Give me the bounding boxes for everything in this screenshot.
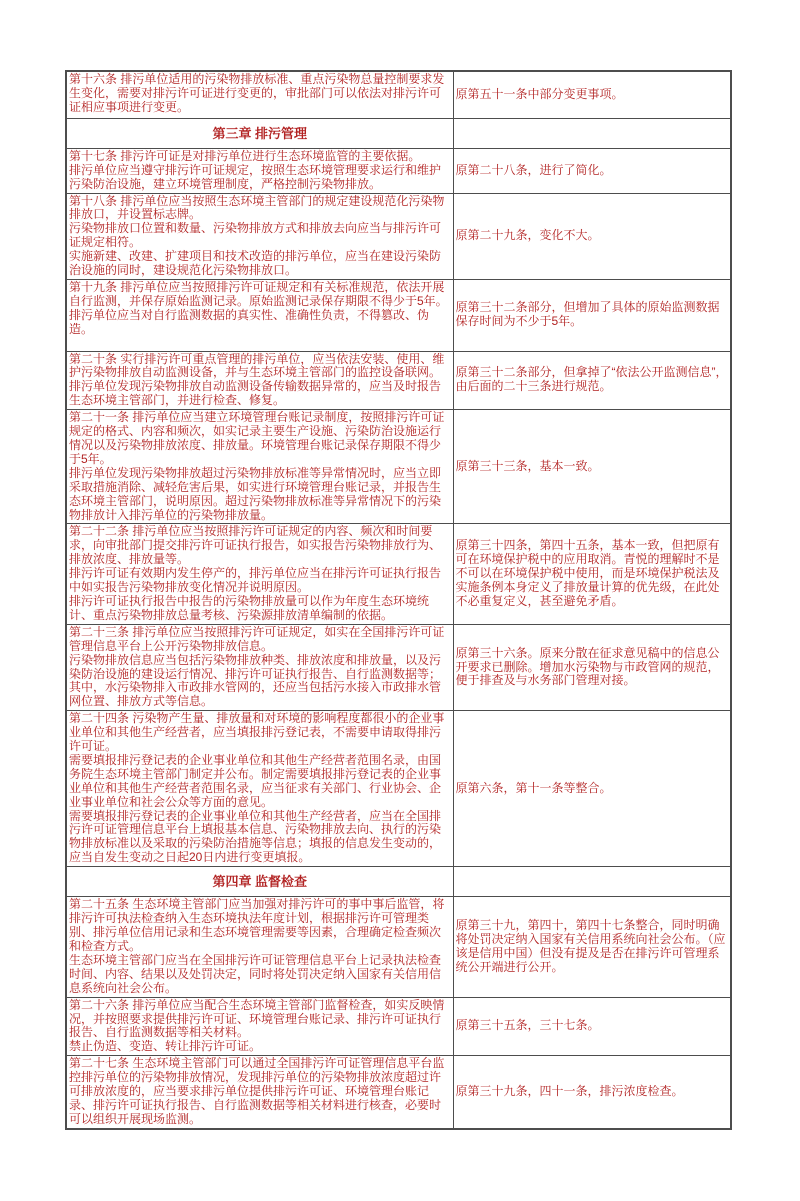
comment-text: 原第三十五条，三十七条。 (455, 1018, 600, 1033)
comment-cell (453, 351, 731, 410)
comment-cell-empty (453, 867, 731, 897)
article-paragraph: 第二十七条 生态环境主管部门可以通过全国排污许可证管理信息平台监控排污单位的污染物排放情况，发现排污单位的污染物排放浓度超过许可排放浓度的，应当要求排污单位提供排污许可证、环境管理台账记录、排污许可证执行报告、自行监测数据等相关材料进行核查，必要时可以组织开展现场监测。 (69, 1056, 445, 1126)
article-paragraph: 第十六条 排污单位适用的污染物排放标准、重点污染物总量控制要求发生变化，需要对排污许可证进行变更的，审批部门可以依法对排污许可证相应事项进行变更。 (69, 72, 445, 114)
table-row (66, 711, 731, 867)
article-text-cell (66, 997, 453, 1056)
table-row (66, 524, 731, 624)
comparison-table (65, 70, 732, 1130)
table-row (66, 193, 731, 279)
table-row (66, 1056, 731, 1129)
comment-text: 原第三十三条，基本一致。 (455, 458, 600, 473)
article-paragraph: 排污单位应当遵守排污许可证规定，按照生态环境管理要求运行和维护污染防治设施，建立环境管理制度，严格控制污染物排放。 (69, 162, 442, 191)
article-paragraph: 第二十二条 排污单位应当按照排污许可证规定的内容、频次和时间要求，向审批部门提交排污许可证执行报告，如实报告污染物排放行为、排放浓度、排放量等。 (69, 524, 442, 567)
table-row (66, 71, 731, 118)
article-paragraph: 污染物排放信息应当包括污染物排放种类、排放浓度和排放量，以及污染防治设施的建设运行情况、排污许可证执行报告、自行监测数据等；其中，水污染物排入市政排水管网的，还应当包括污水接入市政排水管网位置、排放方式等信息。 (69, 652, 442, 709)
article-paragraph: 第十七条 排污许可证是对排污单位进行生态环境监管的主要依据。 (69, 148, 421, 163)
comment-cell (453, 897, 731, 997)
article-paragraph: 第十八条 排污单位应当按照生态环境主管部门的规定建设规范化污染物排放口，并设置标志牌。 (69, 193, 445, 222)
comment-cell (453, 524, 731, 624)
article-paragraph: 排污许可证执行报告中报告的污染物排放量可以作为年度生态环境统计、重点污染物排放总量考核、污染源排放清单编制的依据。 (69, 593, 430, 622)
comment-text: 原第五十一条中部分变更事项。 (455, 86, 624, 101)
article-text-cell (66, 897, 453, 997)
table-row (66, 997, 731, 1056)
article-text-cell (66, 148, 453, 193)
article-paragraph: 禁止伪造、变造、转让排污许可证。 (69, 1039, 262, 1054)
table-row-chapter (66, 867, 731, 897)
comment-cell (453, 193, 731, 279)
comment-text: 原第三十二条部分，但拿掉了“依法公开监测信息”，由后面的二十三条进行规范。 (455, 365, 728, 394)
comment-text: 原第六条，第十一条等整合。 (455, 780, 612, 795)
article-text-cell (66, 351, 453, 410)
article-text-cell (66, 193, 453, 279)
article-paragraph: 生态环境主管部门应当在全国排污许可证管理信息平台上记录执法检查时间、内容、结果以及处罚决定，同时将处罚决定纳入国家有关信用信息系统向社会公布。 (69, 952, 442, 995)
table-row (66, 624, 731, 710)
article-text-cell (66, 711, 453, 867)
article-paragraph: 排污单位发现污染物排放超过污染物排放标准等异常情况时，应当立即采取措施消除、减轻危害后果，如实进行环境管理台账记录，并报告生态环境主管部门，说明原因。超过污染物排放标准等异常情况下的污染物排放计入排污单位的污染物排放量。 (69, 465, 442, 522)
article-text-cell (66, 1056, 453, 1129)
article-paragraph: 第二十三条 排污单位应当按照排污许可证规定，如实在全国排污许可证管理信息平台上公开污染物排放信息。 (69, 624, 445, 653)
comment-text: 原第三十二条部分，但增加了具体的原始监测数据保存时间为不少于5年。 (455, 300, 720, 329)
comment-cell (453, 71, 731, 118)
comment-text: 原第二十八条，进行了简化。 (455, 162, 612, 177)
article-paragraph: 第二十条 实行排污许可重点管理的排污单位，应当依法安装、使用、维护污染物排放自动监测设备，并与生态环境主管部门的监控设备联网。 (69, 351, 445, 380)
comment-cell (453, 997, 731, 1056)
comment-text: 原第二十九条，变化不大。 (455, 228, 600, 243)
article-text-cell (66, 71, 453, 118)
article-paragraph: 第二十五条 生态环境主管部门应当加强对排污许可的事中事后监管，将排污许可执法检查纳入生态环境执法年度计划，根据排污许可管理类别、排污单位信用记录和生态环境管理需要等因素，合理确定检查频次和检查方式。 (69, 897, 445, 953)
comment-text: 原第三十九条，四十一条，排污浓度检查。 (455, 1084, 684, 1099)
article-paragraph: 需要填报排污登记表的企业事业单位和其他生产经营者，应当在全国排污许可证管理信息平台上填报基本信息、污染物排放去向、执行的污染物排放标准以及采取的污染防治措施等信息；填报的信息发生变动的，应当自发生变动之日起20日内进行变更填报。 (69, 808, 442, 865)
comment-text: 原第三十六条。原来分散在征求意见稿中的信息公开要求已删除。增加水污染物与市政管网的规范，便于排查及与水务部门管理对接。 (455, 645, 720, 688)
article-paragraph: 实施新建、改建、扩建项目和技术改造的排污单位，应当在建设污染防治设施的同时，建设规范化污染物排放口。 (69, 249, 442, 278)
comment-cell (453, 1056, 731, 1129)
article-text-cell (66, 624, 453, 710)
chapter-heading: 第三章 排污管理 (66, 118, 453, 148)
comment-text: 原第三十九，第四十，第四十七条整合，同时明确将处罚决定纳入国家有关信用系统向社会公布。（应该是信用中国）但没有提及是否在排污许可管理系统公开端进行公开。 (455, 918, 726, 974)
comment-cell (453, 711, 731, 867)
table-row (66, 351, 731, 410)
article-paragraph: 排污许可证有效期内发生停产的，排污单位应当在排污许可证执行报告中如实报告污染物排放变化情况并说明原因。 (69, 566, 442, 595)
article-paragraph: 排污单位发现污染物排放自动监测设备传输数据异常的，应当及时报告生态环境主管部门，并进行检查、修复。 (69, 379, 442, 408)
comment-text: 原第三十四条，第四十五条，基本一致，但把原有可在环境保护税中的应用取消。青悦的理解时不是不可以在环境保护税中使用，而是环境保护税法及实施条例本身定义了排放量计算的优先级，在此处不必重复定义，甚至避免矛盾。 (455, 538, 720, 608)
article-paragraph: 第二十四条 污染物产生量、排放量和对环境的影响程度都很小的企业事业单位和其他生产经营者，应当填报排污登记表，不需要申请取得排污许可证。 (69, 711, 445, 754)
comment-cell (453, 410, 731, 524)
chapter-heading: 第四章 监督检查 (66, 867, 453, 897)
comment-cell-empty (453, 118, 731, 148)
article-paragraph: 第十九条 排污单位应当按照排污许可证规定和有关标准规范，依法开展自行监测，并保存原始监测记录。原始监测记录保存期限不得少于5年。 (69, 279, 448, 308)
table-row (66, 148, 731, 193)
article-paragraph: 需要填报排污登记表的企业事业单位和其他生产经营者范围名录，由国务院生态环境主管部门制定并公布。制定需要填报排污登记表的企业事业单位和其他生产经营者范围名录，应当征求有关部门、行业协会、企业事业单位和社会公众等方面的意见。 (69, 752, 442, 809)
table-row-chapter (66, 118, 731, 148)
article-text-cell (66, 524, 453, 624)
comment-cell (453, 279, 731, 351)
table-row (66, 897, 731, 997)
table-row (66, 410, 731, 524)
article-text-cell (66, 279, 453, 351)
article-paragraph: 第二十一条 排污单位应当建立环境管理台账记录制度，按照排污许可证规定的格式、内容和频次，如实记录主要生产设施、污染防治设施运行情况以及污染物排放浓度、排放量。环境管理台账记录保存期限不得少于5年。 (69, 410, 445, 466)
comment-cell (453, 148, 731, 193)
table-row (66, 279, 731, 351)
comment-cell (453, 624, 731, 710)
article-paragraph: 污染物排放口位置和数量、污染物排放方式和排放去向应当与排污许可证规定相符。 (69, 221, 442, 250)
article-paragraph: 排污单位应当对自行监测数据的真实性、准确性负责，不得篡改、伪造。 (69, 307, 430, 336)
article-text-cell (66, 410, 453, 524)
article-paragraph: 第二十六条 排污单位应当配合生态环境主管部门监督检查，如实反映情况，并按照要求提供排污许可证、环境管理台账记录、排污许可证执行报告、自行监测数据等相关材料。 (69, 997, 445, 1040)
